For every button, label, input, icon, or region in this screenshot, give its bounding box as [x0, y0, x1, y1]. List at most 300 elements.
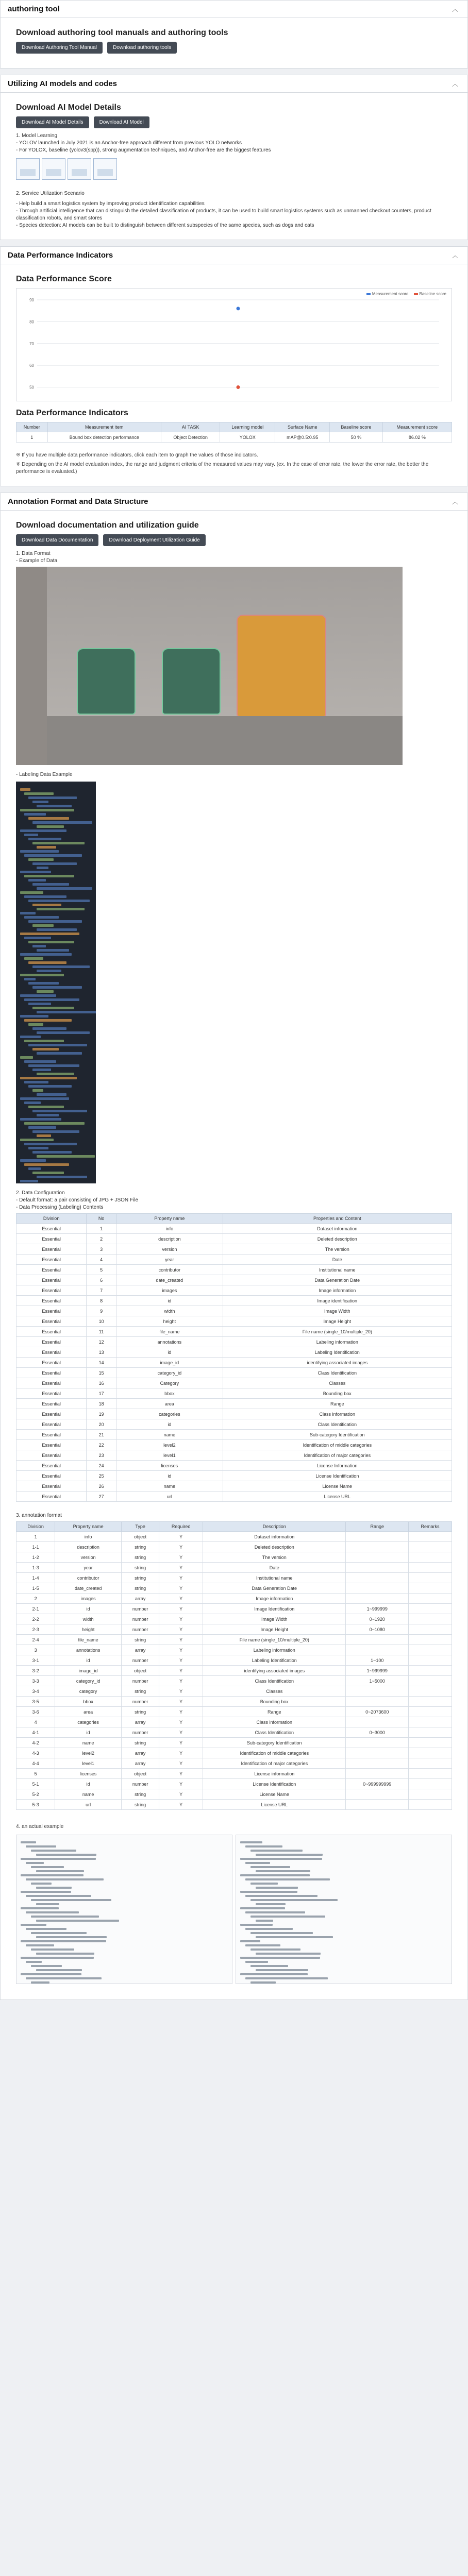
code-line [37, 1155, 95, 1158]
table-cell: Essential [16, 1430, 87, 1440]
service-title: 2. Service Utilization Scenario [16, 191, 85, 196]
table-row [16, 1368, 452, 1378]
table-row [16, 1430, 452, 1440]
table-cell [409, 1594, 452, 1604]
table-cell: 4-1 [16, 1727, 55, 1738]
table-cell: Classes [223, 1378, 452, 1388]
table-cell: bbox [55, 1697, 122, 1707]
code-line [24, 916, 59, 919]
table-cell [409, 1573, 452, 1583]
table-cell [409, 1645, 452, 1655]
download-guide-button[interactable]: Download Deployment Utilization Guide [103, 534, 205, 546]
table-cell: string [122, 1542, 159, 1552]
table-cell: 50 % [330, 432, 383, 443]
table-row [16, 1635, 452, 1645]
table-cell: Date [203, 1563, 346, 1573]
code-line [28, 879, 46, 882]
code-line [28, 900, 90, 902]
code-line [32, 862, 77, 865]
code-line [24, 998, 79, 1001]
code-line [20, 1097, 69, 1100]
table-cell [346, 1594, 409, 1604]
table-cell: name [55, 1789, 122, 1800]
table-cell [409, 1542, 452, 1552]
table-row [16, 1440, 452, 1450]
table-cell: file_name [55, 1635, 122, 1645]
chevron-up-icon[interactable]: ︿ [452, 252, 458, 259]
table-cell [409, 1717, 452, 1727]
code-line [26, 1928, 66, 1930]
table-cell: 1-3 [16, 1563, 55, 1573]
download-ai-details-button[interactable]: Download AI Model Details [16, 116, 89, 128]
legend-label: Baseline score [419, 292, 446, 296]
table-cell: id [55, 1604, 122, 1614]
table-cell: level2 [55, 1748, 122, 1758]
table-cell: Essential [16, 1378, 87, 1388]
code-line [20, 953, 72, 956]
code-line [24, 1019, 72, 1022]
table-row [16, 1800, 452, 1810]
code-line [28, 838, 61, 840]
column-header: Number [16, 422, 48, 432]
code-line [37, 1134, 51, 1137]
code-line [37, 1011, 96, 1013]
column-header: AI TASK [161, 422, 220, 432]
table-cell: Class Identification [203, 1727, 346, 1738]
column-header: Property name [55, 1522, 122, 1532]
table-cell: info [55, 1532, 122, 1542]
chevron-up-icon[interactable]: ︿ [452, 498, 458, 505]
table-cell: width [116, 1306, 223, 1316]
table-cell: 21 [87, 1430, 116, 1440]
table-row [16, 1419, 452, 1430]
chevron-up-icon[interactable]: ︿ [452, 80, 458, 88]
code-line [24, 978, 36, 980]
code-line [32, 945, 46, 947]
table-cell: Y [159, 1769, 203, 1779]
table-cell: 1 [87, 1224, 116, 1234]
code-line [28, 1147, 48, 1149]
table-cell [409, 1666, 452, 1676]
table-cell: date_created [116, 1275, 223, 1285]
performance-header[interactable] [1, 247, 467, 264]
download-manual-button[interactable]: Download Authoring Tool Manual [16, 42, 103, 54]
config-line: - Data Processing (Labeling) Contents [16, 1205, 104, 1210]
table-cell: array [122, 1645, 159, 1655]
table-cell: Image identification [223, 1296, 452, 1306]
table-cell: Y [159, 1738, 203, 1748]
table-row [16, 1604, 452, 1614]
table-cell: Class Identification [203, 1676, 346, 1686]
table-cell: height [55, 1624, 122, 1635]
json-panel-left [16, 1835, 232, 1984]
table-cell: object [122, 1769, 159, 1779]
table-cell: string [122, 1583, 159, 1594]
chevron-up-icon[interactable]: ︿ [452, 6, 458, 13]
table-cell: Y [159, 1717, 203, 1727]
code-line [256, 1870, 310, 1872]
code-line [32, 1151, 72, 1154]
code-line [37, 990, 54, 993]
code-line [37, 949, 69, 952]
data-point[interactable] [237, 307, 240, 310]
table-row [16, 1450, 452, 1461]
table-row [16, 1388, 452, 1399]
table-cell: bbox [116, 1388, 223, 1399]
table-cell: 2 [16, 1594, 55, 1604]
table-row [16, 1707, 452, 1717]
diagram-block [42, 158, 65, 180]
table-row [16, 1769, 452, 1779]
annotation-section [0, 493, 468, 2000]
table-row [16, 1265, 452, 1275]
table-cell: number [122, 1779, 159, 1789]
table-cell: annotations [116, 1337, 223, 1347]
code-line [37, 970, 61, 972]
code-line [37, 867, 48, 869]
code-line [256, 1920, 273, 1922]
table-cell: category_id [116, 1368, 223, 1378]
code-line [37, 887, 92, 890]
code-line [31, 1916, 99, 1918]
table-cell: 5-1 [16, 1779, 55, 1789]
table-cell: 11 [87, 1327, 116, 1337]
table-row [16, 1481, 452, 1492]
table-cell: Essential [16, 1399, 87, 1409]
labeling-example-label: - Labeling Data Example [16, 772, 73, 777]
y-tick-label: 90 [29, 298, 34, 302]
table-cell: Y [159, 1532, 203, 1542]
code-line [28, 1085, 72, 1088]
ai-models-section [0, 75, 468, 240]
code-line [26, 1862, 44, 1864]
code-line [21, 1891, 71, 1893]
table-row [16, 1779, 452, 1789]
table-cell: number [122, 1727, 159, 1738]
table-cell: width [55, 1614, 122, 1624]
table-cell [409, 1779, 452, 1789]
code-line [32, 965, 90, 968]
table-cell [346, 1697, 409, 1707]
learning-title: 1. Model Learning [16, 133, 58, 139]
code-line [32, 1007, 74, 1009]
table-cell: url [55, 1800, 122, 1810]
legend-label: Measurement score [372, 292, 409, 296]
code-line [32, 986, 82, 989]
code-line [37, 846, 56, 849]
table-cell: 10 [87, 1316, 116, 1327]
table-cell: 26 [87, 1481, 116, 1492]
code-line [24, 1040, 64, 1042]
table-cell: Essential [16, 1224, 87, 1234]
code-line [37, 1114, 59, 1116]
table-cell: Essential [16, 1296, 87, 1306]
table-cell: Essential [16, 1368, 87, 1378]
code-line [256, 1969, 308, 1971]
table-cell: Image Height [203, 1624, 346, 1635]
legend-item[interactable] [366, 292, 409, 296]
table-cell: string [122, 1789, 159, 1800]
table-cell: contributor [55, 1573, 122, 1583]
table-cell: Essential [16, 1471, 87, 1481]
code-line [20, 1180, 38, 1182]
table-cell: Object Detection [161, 432, 220, 443]
table-cell: 7 [87, 1285, 116, 1296]
table-cell: number [122, 1655, 159, 1666]
table-cell: License information [203, 1769, 346, 1779]
table-cell: Essential [16, 1388, 87, 1399]
table-cell: 3-6 [16, 1707, 55, 1717]
table-cell: url [116, 1492, 223, 1502]
table-cell: info [116, 1224, 223, 1234]
code-line [37, 908, 85, 910]
table-cell: id [116, 1347, 223, 1358]
code-line [250, 1883, 278, 1885]
code-line [32, 821, 92, 824]
code-line [24, 895, 66, 898]
diagram-block [93, 158, 117, 180]
perf-note: ※ Depending on the AI model evaluation index, the range and judgment criteria of the measured values may vary. (ex. In the case of error rate, the lower the error rate, the better the performance is evaluated.) [16, 462, 429, 474]
code-line [31, 1866, 64, 1868]
table-cell: 8 [87, 1296, 116, 1306]
code-line [28, 920, 82, 923]
table-cell: mAP@0.5:0.95 [275, 432, 330, 443]
code-line [26, 1895, 91, 1897]
code-line [24, 1163, 69, 1166]
code-line [20, 829, 66, 832]
table-cell: 3 [87, 1244, 116, 1255]
table-cell: Classes [203, 1686, 346, 1697]
table-cell: name [116, 1430, 223, 1440]
code-line [26, 1911, 79, 1913]
table-cell: Bounding box [223, 1388, 452, 1399]
table-cell [409, 1697, 452, 1707]
table-row [16, 1337, 452, 1347]
table-cell: 4 [16, 1717, 55, 1727]
column-header: Measurement score [382, 422, 452, 432]
code-line [32, 924, 54, 927]
section-title: Utilizing AI models and codes [8, 79, 117, 88]
download-tools-button[interactable]: Download authoring tools [107, 42, 177, 54]
table-cell: Essential [16, 1461, 87, 1471]
table-cell: File name (single_10/multiple_20) [223, 1327, 452, 1337]
code-line [37, 1176, 87, 1178]
table-cell: description [55, 1542, 122, 1552]
code-line [28, 1167, 41, 1170]
table-cell [346, 1532, 409, 1542]
code-line [240, 1874, 310, 1876]
code-line [36, 1969, 82, 1971]
table-cell [409, 1635, 452, 1645]
y-tick-label: 70 [29, 341, 34, 346]
table-cell: string [122, 1686, 159, 1697]
code-line [24, 1060, 56, 1063]
table-cell: Y [159, 1635, 203, 1645]
code-line [24, 1101, 41, 1104]
code-line [32, 1130, 79, 1133]
code-line [21, 1940, 106, 1942]
table-cell: categories [55, 1717, 122, 1727]
table-cell: Class Identification [223, 1368, 452, 1378]
code-line [240, 1973, 308, 1975]
code-line [24, 937, 51, 939]
table-cell: object [122, 1532, 159, 1542]
table-cell: object [122, 1666, 159, 1676]
service-line: - Species detection: AI models can be built to distinguish between different subspecies of the same species, such as dogs and cats [16, 223, 314, 228]
table-row [16, 1492, 452, 1502]
table-cell: Y [159, 1800, 203, 1810]
annotation-header[interactable] [1, 493, 467, 511]
code-line [32, 842, 85, 844]
config-title: 2. Data Configuration [16, 1190, 65, 1196]
table-cell: Institutional name [203, 1573, 346, 1583]
legend-item[interactable] [414, 292, 446, 296]
table-cell: Image information [223, 1285, 452, 1296]
table-cell: category_id [55, 1676, 122, 1686]
code-line [24, 875, 74, 877]
table-cell: file_name [116, 1327, 223, 1337]
table-cell: Y [159, 1563, 203, 1573]
table-cell: Y [159, 1594, 203, 1604]
code-line [37, 1073, 74, 1075]
table-row [16, 1224, 452, 1234]
table-cell: 1~5000 [346, 1676, 409, 1686]
table-cell: 1-5 [16, 1583, 55, 1594]
table-cell: License Identification [203, 1779, 346, 1789]
code-line [20, 933, 79, 935]
table-cell: Sub-category Identification [203, 1738, 346, 1748]
table-cell [409, 1707, 452, 1717]
code-line [20, 974, 64, 976]
learning-line: - For YOLOX, baseline (yolov3(spp)), strong augmentation techniques, and Anchor-free are the biggest features [16, 147, 271, 153]
table-cell: 1-1 [16, 1542, 55, 1552]
table-cell [409, 1624, 452, 1635]
column-header: Measurement item [47, 422, 161, 432]
section-title: Annotation Format and Data Structure [8, 497, 148, 506]
table-cell: 1~100 [346, 1655, 409, 1666]
code-line [26, 1944, 54, 1946]
table-cell: Date [223, 1255, 452, 1265]
column-header: No [87, 1214, 116, 1224]
table-row [16, 1727, 452, 1738]
code-line [256, 1953, 321, 1955]
table-cell: Essential [16, 1285, 87, 1296]
table-cell: The version [203, 1552, 346, 1563]
table-cell: string [122, 1552, 159, 1563]
column-header: Properties and Content [223, 1214, 452, 1224]
table-cell: Identification of middle categories [223, 1440, 452, 1450]
table-cell [409, 1686, 452, 1697]
code-line [250, 1916, 325, 1918]
table-cell: 24 [87, 1461, 116, 1471]
table-cell [346, 1769, 409, 1779]
authoring-tool-header[interactable] [1, 1, 467, 18]
code-line [36, 1870, 84, 1872]
table-cell: 12 [87, 1337, 116, 1347]
table-row [16, 1461, 452, 1471]
code-line [28, 961, 66, 964]
model-diagram [16, 158, 452, 180]
code-line [240, 1858, 322, 1860]
code-line [28, 817, 69, 820]
table-cell: Labeling Identification [223, 1347, 452, 1358]
table-cell: Essential [16, 1450, 87, 1461]
table-row [16, 1563, 452, 1573]
json-panel-right [236, 1835, 452, 1984]
table-cell: 18 [87, 1399, 116, 1409]
code-line [28, 982, 59, 985]
table-cell: number [122, 1604, 159, 1614]
code-line [20, 1159, 46, 1162]
table-row [16, 1686, 452, 1697]
table-row [16, 1748, 452, 1758]
product-snack-2 [163, 649, 220, 714]
table-cell: Essential [16, 1234, 87, 1244]
table-cell [409, 1738, 452, 1748]
code-line [32, 1069, 51, 1071]
table-cell: 27 [87, 1492, 116, 1502]
code-line [32, 1110, 87, 1112]
table-cell: identifying associated images [203, 1666, 346, 1676]
y-tick-label: 60 [29, 363, 34, 368]
code-line [240, 1907, 285, 1909]
table-cell [409, 1789, 452, 1800]
table-row [16, 1666, 452, 1676]
code-line [24, 792, 54, 795]
download-documentation-button[interactable]: Download Data Documentation [16, 534, 98, 546]
table-cell: 5 [87, 1265, 116, 1275]
code-line [20, 1118, 61, 1121]
table-cell [409, 1532, 452, 1542]
table-cell: image_id [116, 1358, 223, 1368]
table-cell: 20 [87, 1419, 116, 1430]
code-line [20, 809, 74, 811]
table-cell: 5-3 [16, 1800, 55, 1810]
table-cell [409, 1769, 452, 1779]
table-row [16, 1285, 452, 1296]
code-line [31, 1981, 49, 1984]
table-cell [409, 1614, 452, 1624]
table-row [16, 1738, 452, 1748]
table-row [16, 1306, 452, 1316]
table-cell [346, 1800, 409, 1810]
code-line [21, 1957, 94, 1959]
performance-chart [16, 288, 452, 401]
table-cell: 2 [87, 1234, 116, 1244]
code-line [32, 904, 61, 906]
table-cell [409, 1604, 452, 1614]
table-row [16, 1316, 452, 1327]
table-row [16, 1614, 452, 1624]
table-row [16, 1409, 452, 1419]
table-row [16, 1697, 452, 1707]
data-point[interactable] [237, 385, 240, 389]
ai-models-header[interactable] [1, 75, 467, 93]
table-cell: Y [159, 1758, 203, 1769]
code-line [31, 1899, 111, 1901]
table-cell [346, 1748, 409, 1758]
table-row [16, 1645, 452, 1655]
table-cell: Image Identification [203, 1604, 346, 1614]
table-cell [346, 1563, 409, 1573]
table-cell: 16 [87, 1378, 116, 1388]
table-cell: Essential [16, 1481, 87, 1492]
code-line [24, 834, 38, 836]
table-cell: category [55, 1686, 122, 1697]
table-cell: Y [159, 1686, 203, 1697]
code-line [240, 1924, 273, 1926]
download-ai-model-button[interactable]: Download AI Model [94, 116, 149, 128]
